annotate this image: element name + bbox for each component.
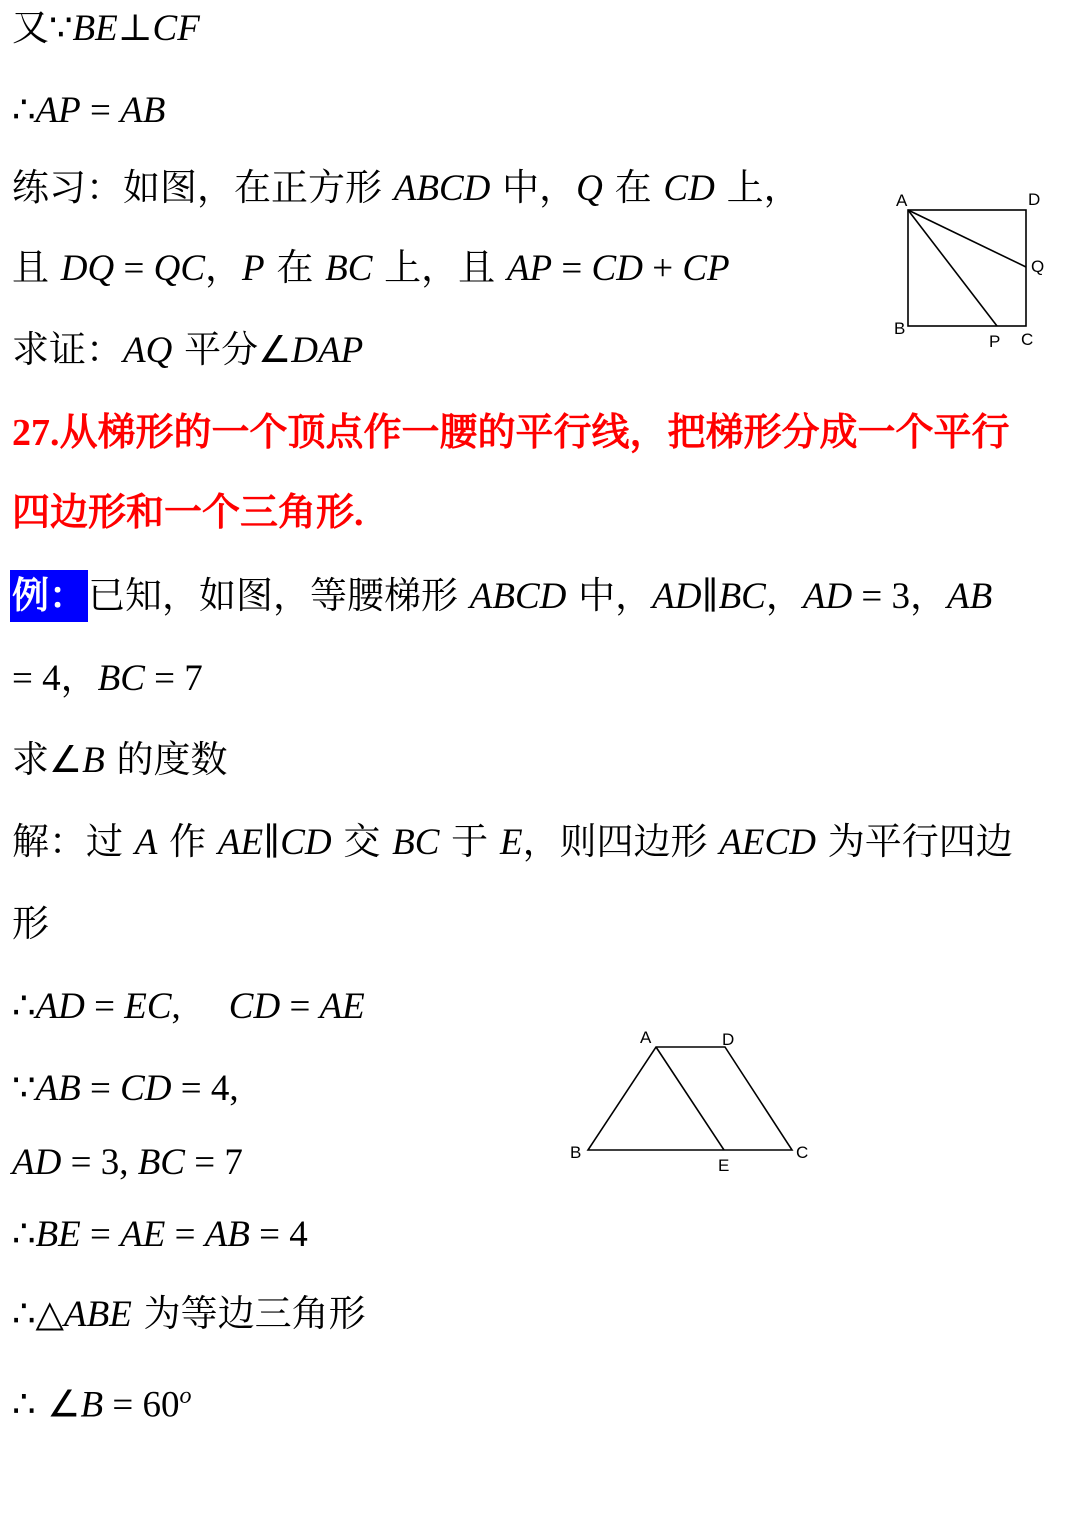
math: DAP bbox=[291, 330, 364, 371]
step-4 bbox=[12, 1212, 308, 1257]
math: AD bbox=[35, 986, 85, 1027]
equals: = bbox=[114, 248, 154, 289]
math: AD bbox=[652, 576, 702, 617]
math: CD bbox=[591, 248, 643, 289]
practice-line-1 bbox=[12, 166, 801, 211]
math: P bbox=[242, 248, 265, 289]
text: ， bbox=[765, 574, 803, 617]
section-heading-line-1 bbox=[12, 410, 1010, 455]
because-symbol: ∵ bbox=[12, 1066, 36, 1109]
therefore-angle-symbol: ∴ ∠ bbox=[12, 1382, 81, 1426]
text: ， bbox=[205, 246, 242, 289]
text: 又 bbox=[12, 6, 49, 49]
text: 且 bbox=[12, 246, 61, 289]
math: CD bbox=[280, 822, 332, 863]
equals: = bbox=[80, 1068, 121, 1109]
text: = 4, bbox=[171, 1068, 239, 1109]
square-abcd bbox=[908, 210, 1026, 326]
math: BE bbox=[72, 8, 118, 49]
text: 上，且 bbox=[372, 246, 507, 289]
math: BC bbox=[137, 1142, 185, 1183]
practice-line-2 bbox=[12, 246, 730, 291]
step-1 bbox=[12, 984, 365, 1029]
plus: + bbox=[642, 248, 683, 289]
math: A bbox=[134, 822, 158, 863]
practice-line-3 bbox=[12, 328, 363, 373]
math: AD bbox=[802, 576, 853, 617]
step-2 bbox=[12, 1066, 239, 1111]
math: CF bbox=[152, 8, 200, 49]
math: AB bbox=[947, 576, 993, 617]
label-p: P bbox=[989, 332, 1001, 351]
text: 为等边三角形 bbox=[131, 1292, 366, 1335]
math: AP bbox=[35, 90, 81, 131]
equals: = bbox=[84, 986, 125, 1027]
equals: = bbox=[80, 1214, 121, 1255]
example-line-1 bbox=[12, 570, 992, 623]
label-d: D bbox=[1028, 190, 1041, 209]
equals: = bbox=[165, 1214, 205, 1255]
comma: , bbox=[171, 986, 181, 1027]
math: Q bbox=[576, 168, 603, 209]
text: 在 bbox=[264, 246, 326, 289]
step-5 bbox=[12, 1292, 366, 1337]
equals: = bbox=[80, 90, 121, 131]
therefore-triangle-symbol: ∴△ bbox=[12, 1292, 64, 1335]
label-q: Q bbox=[1031, 257, 1045, 276]
text: 练习：如图，在正方形 bbox=[12, 166, 394, 209]
math: AB bbox=[204, 1214, 250, 1255]
section-heading-line-2 bbox=[12, 490, 364, 535]
label-a: A bbox=[640, 1028, 652, 1047]
math: AE bbox=[120, 1214, 166, 1255]
text: = 7 bbox=[184, 1142, 243, 1183]
math: AECD bbox=[719, 822, 816, 863]
math: BC bbox=[392, 822, 440, 863]
text: = 4 bbox=[249, 1214, 308, 1255]
parallel-symbol: ∥ bbox=[701, 576, 719, 617]
label-e: E bbox=[718, 1156, 730, 1175]
line-1 bbox=[12, 6, 200, 51]
math: AQ bbox=[123, 330, 173, 371]
line-2 bbox=[12, 88, 165, 133]
text: 平分∠ bbox=[172, 328, 292, 371]
trapezoid-figure bbox=[560, 1020, 820, 1180]
label-d: D bbox=[722, 1030, 735, 1049]
equals: = bbox=[280, 986, 320, 1027]
text: = 3， bbox=[852, 576, 948, 617]
parallel-symbol: ∥ bbox=[263, 822, 281, 863]
math: ABCD bbox=[469, 576, 567, 617]
text: = 4， bbox=[12, 658, 98, 699]
text: 交 bbox=[331, 820, 393, 863]
square-figure bbox=[880, 180, 1070, 355]
math: AB bbox=[35, 1068, 81, 1109]
perp-symbol: ⊥ bbox=[117, 8, 153, 49]
text: 形 bbox=[12, 902, 49, 945]
math: ABE bbox=[64, 1294, 132, 1335]
heading-dot: . bbox=[354, 492, 364, 534]
example-line-2 bbox=[12, 656, 203, 701]
math: AP bbox=[506, 248, 553, 289]
heading-number: 27. bbox=[12, 412, 60, 454]
text: 已知，如图，等腰梯形 bbox=[88, 574, 470, 617]
text: ，则四边形 bbox=[522, 820, 720, 863]
label-b: B bbox=[570, 1143, 582, 1162]
math: BE bbox=[35, 1214, 81, 1255]
text: = 3, bbox=[61, 1142, 138, 1183]
math: QC bbox=[153, 248, 205, 289]
equals: = bbox=[552, 248, 592, 289]
label-c: C bbox=[796, 1143, 809, 1162]
label-b: B bbox=[894, 319, 906, 338]
math: BC bbox=[97, 658, 145, 699]
text: 中， bbox=[566, 574, 653, 617]
therefore-symbol: ∴ bbox=[12, 1212, 36, 1255]
degree-superscript: o bbox=[179, 1383, 192, 1409]
math: AB bbox=[120, 90, 166, 131]
math: BC bbox=[718, 576, 766, 617]
heading-text: 从梯形的一个顶点作一腰的平行线，把梯形分成一个平行 bbox=[59, 410, 1010, 454]
text: 于 bbox=[439, 820, 500, 863]
segment-aq bbox=[908, 210, 1026, 267]
step-6 bbox=[12, 1374, 191, 1427]
segment-ap bbox=[908, 210, 997, 326]
math: B bbox=[82, 740, 105, 781]
text: 在 bbox=[602, 166, 664, 209]
text: 上， bbox=[714, 166, 801, 209]
solution-line-2 bbox=[12, 902, 49, 946]
math: BC bbox=[325, 248, 373, 289]
text: 作 bbox=[157, 820, 218, 863]
text: 解：过 bbox=[12, 820, 135, 863]
text: 求证： bbox=[12, 328, 123, 371]
math: AE bbox=[217, 822, 264, 863]
text: 的度数 bbox=[104, 738, 228, 781]
label-c: C bbox=[1021, 330, 1034, 349]
because-symbol: ∵ bbox=[49, 6, 73, 49]
label-a: A bbox=[896, 191, 908, 210]
step-3 bbox=[12, 1140, 243, 1185]
math: E bbox=[499, 822, 523, 863]
heading-text: 四边形和一个三角形 bbox=[12, 490, 355, 534]
text: = 7 bbox=[144, 658, 203, 699]
text: 为平行四边 bbox=[815, 820, 1013, 863]
math: CD bbox=[120, 1068, 172, 1109]
example-question bbox=[12, 738, 228, 783]
math: DQ bbox=[60, 248, 115, 289]
math: AE bbox=[319, 986, 365, 1027]
math: CP bbox=[682, 248, 730, 289]
segment-ae bbox=[656, 1047, 724, 1150]
example-tag: 例： bbox=[10, 570, 88, 622]
math: CD bbox=[663, 168, 715, 209]
math: CD bbox=[228, 986, 281, 1027]
text: 中， bbox=[490, 166, 577, 209]
math: ABCD bbox=[393, 168, 491, 209]
math: AD bbox=[12, 1142, 62, 1183]
math: B bbox=[80, 1384, 104, 1426]
therefore-symbol: ∴ bbox=[12, 88, 36, 131]
therefore-symbol: ∴ bbox=[12, 984, 36, 1027]
text: 求∠ bbox=[12, 738, 83, 781]
solution-line-1 bbox=[12, 820, 1013, 865]
text: = 60 bbox=[103, 1384, 180, 1426]
math: EC bbox=[124, 986, 172, 1027]
